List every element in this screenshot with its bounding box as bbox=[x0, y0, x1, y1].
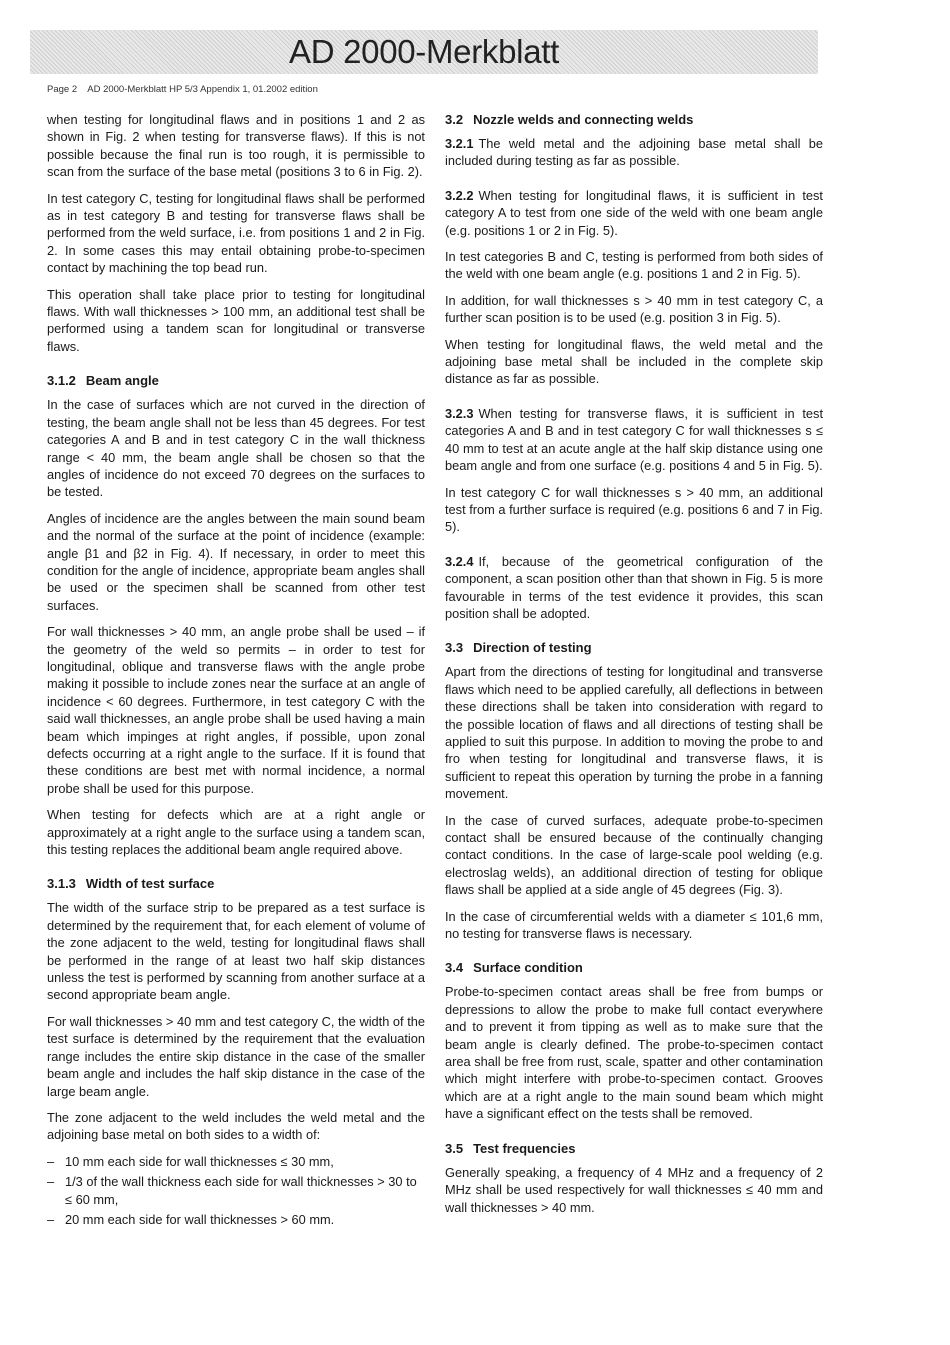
paragraph: Apart from the directions of testing for longitudinal and transverse flaws which need to be applied carefully, all deflections in between these directions shall be taken into consideration with regard to the possible location of flaws and all directions of testing shall be applied to suit this purpose. In addition to moving the probe to and fro when testing for longitudinal and transverse flaws, it is sufficient to repeat this operation by turning the probe in a fanning movement. bbox=[445, 664, 823, 802]
paragraph: For wall thicknesses > 40 mm, an angle probe shall be used – if the geometry of the weld so permits – in order to test for longitudinal, oblique and transverse flaws with the angle probe making it possible to include zones near the surface at an angle of incidence < 60 degrees. Furthermore, in test category C with the said wall thicknesses, an angle probe shall be used having a main beam which impinges at right angles, if possible, upon zonal defects occurring at a right angle to the surface. If it is found that these conditions are best met with normal incidence, a normal probe shall be used for this purpose. bbox=[47, 624, 425, 796]
paragraph: When testing for defects which are at a right angle or approximately at a right angle to the surface using a tandem scan, this testing replaces the additional beam angle required above. bbox=[47, 807, 425, 858]
paragraph: In test category C, testing for longitudinal flaws shall be performed as in test category B and testing for transverse flaws shall be performed from the weld surface, i.e. from positions 1 and 2 in Fig. 2. In some cases this may entail obtaining probe-to-specimen contact by machining the top bead run. bbox=[47, 190, 425, 276]
section-heading-3-2: 3.2 Nozzle welds and connecting welds bbox=[445, 112, 694, 127]
paragraph: Probe-to-specimen contact areas shall be free from bumps or depressions to allow the probe to make full contact everywhere and to prevent it from tipping as well as to make sure that the beam angle is clearly defined. The probe-to-specimen contact area shall be free from rust, scale, spatter and other contamination which might interfere with probe-to-specimen contact. Grooves which are at a right angle to the main sound beam which might have a significant effect on the tests shall be removed. bbox=[445, 984, 823, 1122]
section-heading-3-1-3: 3.1.3 Width of test surface bbox=[47, 876, 215, 892]
header-banner bbox=[30, 30, 818, 74]
list-item: – 10 mm each side for wall thicknesses ≤ 30 mm, bbox=[47, 1153, 425, 1170]
paragraph: This operation shall take place prior to testing for longitudinal flaws. With wall thicknesses > 100 mm, an additional test shall be performed using a tandem scan for longitudinal or transverse flaws. bbox=[47, 286, 425, 354]
section-heading-3-4: 3.4 Surface condition bbox=[445, 960, 583, 976]
document-title: AD 2000-Merkblatt bbox=[288, 33, 560, 70]
width-list bbox=[47, 1153, 425, 1229]
paragraph: 3.2.2 When testing for longitudinal flaws, it is sufficient in test category A to test from one side of the weld with one beam angle (e.g. positions 1 or 2 in Fig. 5). bbox=[445, 187, 823, 238]
paragraph: Angles of incidence are the angles between the main sound beam and the normal of the surface at the point of incidence (example: angle β1 and β2 in Fig. 4). If necessary, in order to meet this condition for the angle of incidence, appropriate beam angles shall be used or the specimen shall be scanned from other test surfaces. bbox=[47, 510, 425, 613]
left-column bbox=[47, 111, 425, 1231]
paragraph: when testing for longitudinal flaws and in positions 1 and 2 as shown in Fig. 2 when testing for transverse flaws). If this is not possible because the final run is too rough, it is permissible to scan from the surface of the base metal (positions 3 to 6 in Fig. 2). bbox=[47, 112, 425, 180]
paragraph: 3.2.3 When testing for transverse flaws, it is sufficient in test categories A and B and in test category C for wall thicknesses s ≤ 40 mm to test at an acute angle at the half skip distance using one beam angle and from one surface (e.g. positions 4 and 5 in Fig. 5). bbox=[445, 405, 823, 474]
paragraph: 3.2.4 If, because of the geometrical configuration of the component, a scan position other than that shown in Fig. 5 is more favourable in terms of the test evidence it provides, this scan position shall be adopted. bbox=[445, 553, 823, 621]
paragraph: In addition, for wall thicknesses s > 40 mm in test category C, a further scan position is to be used (e.g. position 3 in Fig. 5). bbox=[445, 292, 823, 326]
paragraph: Generally speaking, a frequency of 4 MHz and a frequency of 2 MHz shall be used respectively for wall thicknesses ≤ 40 mm and wall thicknesses > 40 mm. bbox=[445, 1164, 823, 1215]
list-item: – 20 mm each side for wall thicknesses > 60 mm. bbox=[47, 1211, 425, 1228]
page-header-line bbox=[47, 84, 326, 95]
page-number: Page 2 bbox=[47, 84, 78, 95]
paragraph: In the case of curved surfaces, adequate probe-to-specimen contact shall be ensured because of the continually changing contact conditions. In the case of large-scale pool welding (e.g. electroslag welds), an additional direction of testing for oblique flaws shall be applied at a side angle of 45 degrees (Fig. 3). bbox=[445, 812, 823, 898]
paragraph: In test category C for wall thicknesses s > 40 mm, an additional test from a further surface is required (e.g. positions 6 and 7 in Fig. 5). bbox=[445, 484, 823, 535]
section-heading-3-5: 3.5 Test frequencies bbox=[445, 1140, 576, 1156]
paragraph: For wall thicknesses > 40 mm and test category C, the width of the test surface is determined by the requirement that the evaluation range includes the entire skip distance in the case of the smaller beam angle and includes the half skip distance in the case of the large beam angle. bbox=[47, 1013, 425, 1099]
list-item: – 1/3 of the wall thickness each side for wall thicknesses > 30 to ≤ 60 mm, bbox=[47, 1173, 425, 1208]
document-reference: AD 2000-Merkblatt HP 5/3 Appendix 1, 01.2002 edition bbox=[87, 84, 318, 95]
paragraph: 3.2.1 The weld metal and the adjoining base metal shall be included during testing as far as possible. bbox=[445, 136, 823, 169]
right-column bbox=[445, 111, 823, 1225]
paragraph: The zone adjacent to the weld includes the weld metal and the adjoining base metal on both sides to a width of: bbox=[47, 1109, 425, 1143]
paragraph: In test categories B and C, testing is performed from both sides of the weld with one beam angle (e.g. positions 1 and 2 in Fig. 5). bbox=[445, 249, 823, 282]
paragraph: In the case of surfaces which are not curved in the direction of testing, the beam angle shall not be less than 45 degrees. For test categories A and B and in test category C in the wall thickness range < 40 mm, the beam angle shall be chosen so that the angles of incidence do not exceed 70 degrees on the surfaces to be tested. bbox=[47, 397, 425, 500]
section-heading-3-1-2: 3.1.2 Beam angle bbox=[47, 373, 159, 389]
paragraph: When testing for longitudinal flaws, the weld metal and the adjoining base metal shall be included in the complete skip distance as far as possible. bbox=[445, 336, 823, 387]
section-heading-3-3: 3.3 Direction of testing bbox=[445, 640, 592, 656]
paragraph: In the case of circumferential welds with a diameter ≤ 101,6 mm, no testing for transverse flaws is necessary. bbox=[445, 908, 823, 942]
paragraph: The width of the surface strip to be prepared as a test surface is determined by the requirement that, for each element of volume of the zone adjacent to the weld, testing for longitudinal flaws shall be performed in the range of at least two half skip distances unless the test is performed by scanning from another surface at a second appropriate beam angle. bbox=[47, 900, 425, 1003]
